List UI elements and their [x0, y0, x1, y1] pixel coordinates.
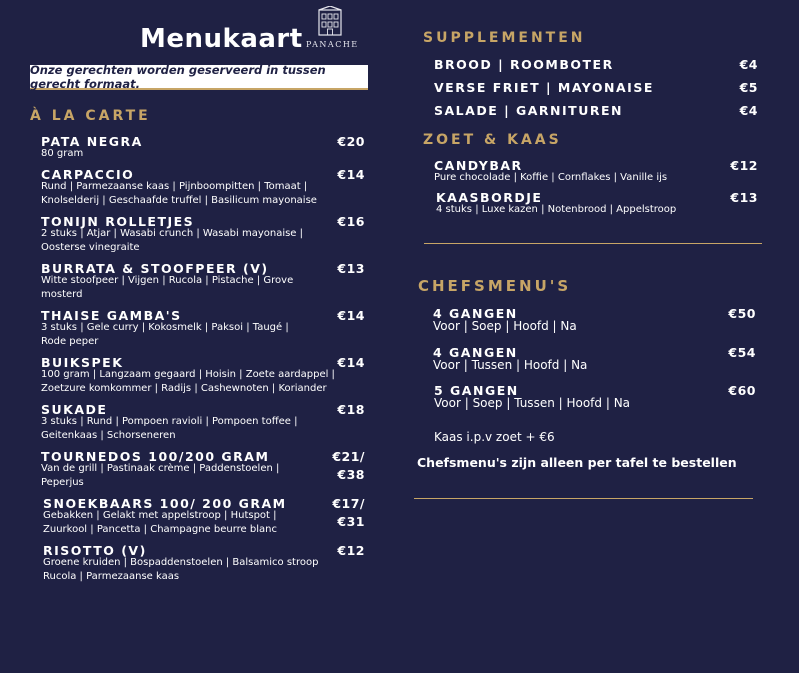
chefsmenu-courses: Voor | Soep | Hoofd | Na — [433, 319, 577, 333]
menu-item-description: Rund | Parmezaanse kaas | Pijnboompitten | Tomaat | Knolselderij | Geschaafde truffel | Basilicum mayonaise — [41, 181, 317, 206]
menu-item-price: €14 — [337, 308, 365, 323]
menu-item-price: €20 — [337, 134, 365, 149]
menu-item-name: PATA NEGRA — [41, 134, 143, 149]
logo-text: PANACHE — [306, 40, 359, 49]
page-title: Menukaart — [140, 24, 303, 54]
menu-item-description: 2 stuks | Atjar | Wasabi crunch | Wasabi mayonaise | Oosterse vinegraite — [41, 228, 304, 253]
divider — [414, 498, 753, 499]
menu-item-name: CARPACCIO — [41, 167, 135, 182]
menu-item-description: Gebakken | Gelakt met appelstroop | Hutspot | Zuurkool | Pancetta | Champagne beurre blanc — [43, 510, 277, 535]
menu-item-name: BUIKSPEK — [41, 355, 124, 370]
dessert-name: KAASBORDJE — [436, 190, 543, 205]
menu-item-description: 3 stuks | Rund | Pompoen ravioli | Pompoen toffee | Geitenkaas | Schorseneren — [41, 416, 298, 441]
menu-item-price: €14 — [337, 355, 365, 370]
dessert-description: 4 stuks | Luxe kazen | Notenbrood | Appelstroop — [436, 204, 677, 215]
section-heading-a-la-carte: À LA CARTE — [30, 108, 151, 124]
menu-item-price: €18 — [337, 402, 365, 417]
supplement-price: €5 — [739, 80, 758, 95]
menu-item-description: Groene kruiden | Bospaddenstoelen | Balsamico stroop Rucola | Parmezaanse kaas — [43, 557, 319, 582]
serving-banner: Onze gerechten worden geserveerd in tussen gerecht formaat. — [30, 65, 368, 90]
menu-item-name: RISOTTO (V) — [43, 543, 147, 558]
dessert-price: €12 — [730, 158, 758, 173]
menu-item-name: SUKADE — [41, 402, 108, 417]
supplement-price: €4 — [739, 103, 758, 118]
menu-item-description: 80 gram — [41, 148, 84, 159]
menu-item-price: €21/ — [332, 449, 365, 464]
chefsmenu-price: €60 — [728, 383, 756, 398]
divider — [424, 243, 762, 244]
menu-item-price-large: €31 — [337, 514, 365, 529]
cheese-supplement-note: Kaas i.p.v zoet + €6 — [434, 430, 555, 444]
menu-item-description: Van de grill | Pastinaak crème | Paddenstoelen | Peperjus — [41, 463, 280, 488]
menu-item-description: Witte stoofpeer | Vijgen | Rucola | Pistache | Grove mosterd — [41, 275, 294, 300]
chefsmenu-name: 4 GANGEN — [433, 306, 518, 321]
menu-item-description: 100 gram | Langzaam gegaard | Hoisin | Zoete aardappel | Zoetzure komkommer | Radijs | Cashewnoten | Koriander — [41, 369, 335, 394]
menu-item-name: SNOEKBAARS 100/ 200 GRAM — [43, 496, 287, 511]
per-table-note: Chefsmenu's zijn alleen per tafel te bestellen — [417, 455, 737, 470]
chefsmenu-courses: Voor | Soep | Tussen | Hoofd | Na — [434, 396, 631, 410]
dessert-description: Pure chocolade | Koffie | Cornflakes | Vanille ijs — [434, 172, 668, 183]
dessert-name: CANDYBAR — [434, 158, 523, 173]
section-heading-chefsmenu: CHEFSMENU'S — [418, 277, 572, 295]
chefsmenu-price: €50 — [728, 306, 756, 321]
menu-item-description: 3 stuks | Gele curry | Kokosmelk | Paksoi | Taugé | Rode peper — [41, 322, 289, 347]
chefsmenu-name: 4 GANGEN — [433, 345, 518, 360]
section-heading-zoet-kaas: ZOET & KAAS — [423, 132, 562, 148]
supplement-name: BROOD | ROOMBOTER — [434, 57, 614, 72]
chefsmenu-courses: Voor | Tussen | Hoofd | Na — [433, 358, 588, 372]
menu-item-price: €17/ — [332, 496, 365, 511]
logo — [306, 6, 359, 49]
chefsmenu-name: 5 GANGEN — [434, 383, 519, 398]
menu-item-name: THAISE GAMBA'S — [41, 308, 182, 323]
menu-item-price: €13 — [337, 261, 365, 276]
menu-item-name: TONIJN ROLLETJES — [41, 214, 195, 229]
dessert-price: €13 — [730, 190, 758, 205]
supplement-name: SALADE | GARNITUREN — [434, 103, 623, 118]
chefsmenu-price: €54 — [728, 345, 756, 360]
supplement-name: VERSE FRIET | MAYONAISE — [434, 80, 654, 95]
building-icon — [317, 6, 343, 36]
menu-item-price: €14 — [337, 167, 365, 182]
section-heading-supplementen: SUPPLEMENTEN — [423, 30, 586, 46]
menu-item-price: €16 — [337, 214, 365, 229]
supplement-price: €4 — [739, 57, 758, 72]
menu-item-name: BURRATA & STOOFPEER (V) — [41, 261, 269, 276]
menu-item-price-large: €38 — [337, 467, 365, 482]
menu-item-price: €12 — [337, 543, 365, 558]
menu-item-name: TOURNEDOS 100/200 GRAM — [41, 449, 270, 464]
